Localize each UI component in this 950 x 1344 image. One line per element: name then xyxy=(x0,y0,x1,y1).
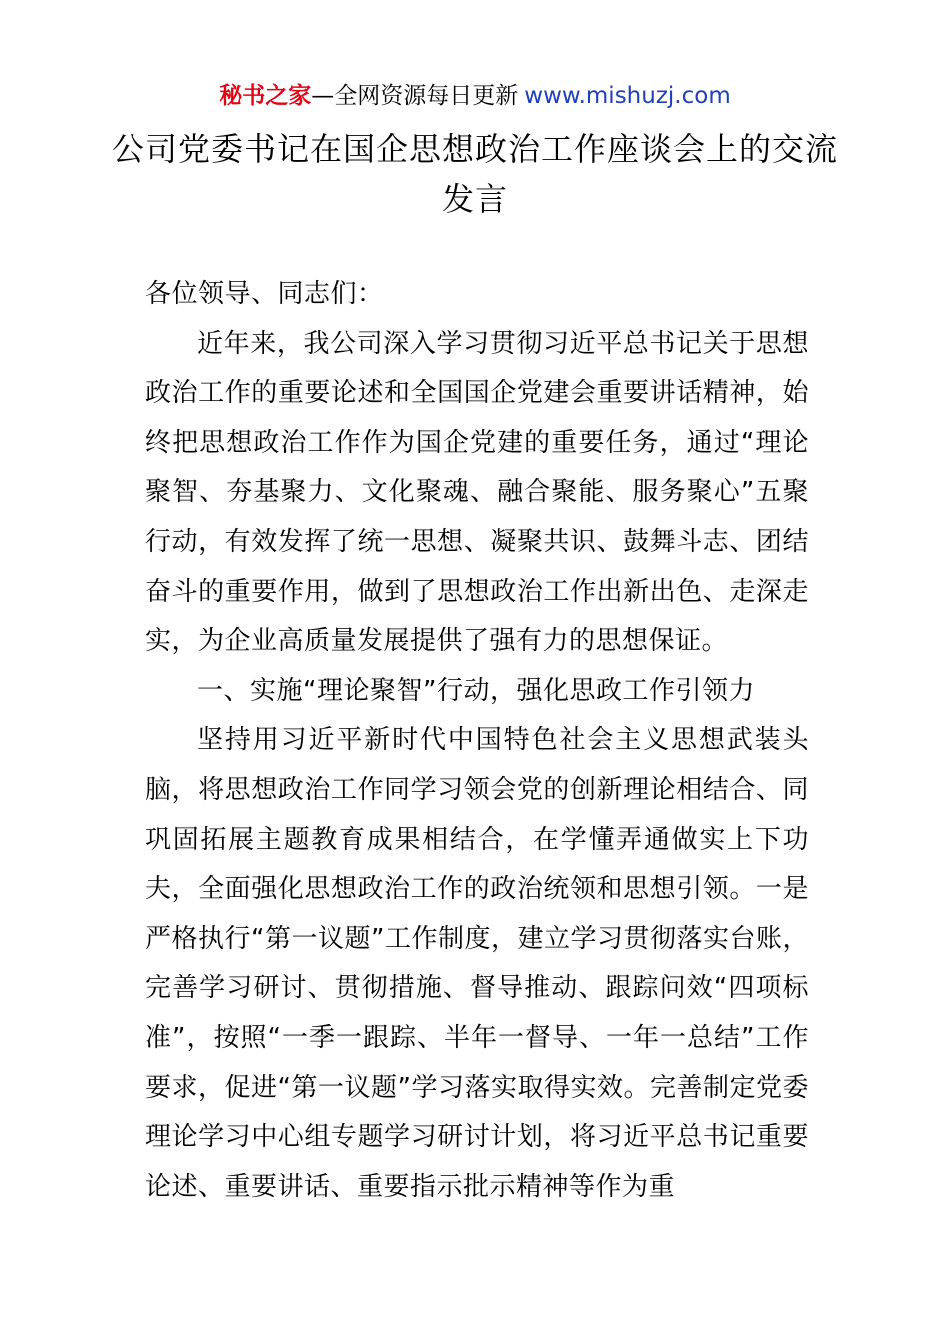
brand-name: 秘书之家 xyxy=(219,83,312,109)
header-tagline: 全网资源每日更新 xyxy=(334,83,519,109)
paragraph-intro: 近年来，我公司深入学习贯彻习近平总书记关于思想政治工作的重要论述和全国国企党建会重要讲话精神，始终把思想政治工作作为国企党建的重要任务，通过“理论聚智、夯基聚力、文化聚魂、融合聚能、服务聚心”五聚行动，有效发挥了统一思想、凝聚共识、鼓舞斗志、团结奋斗的重要作用，做到了思想政治工作出新出色、走深走实，为企业高质量发展提供了强有力的思想保证。 xyxy=(145,328,809,657)
section-heading-1: 一、实施“理论聚智”行动，强化思政工作引领力 xyxy=(197,675,755,706)
site-url-link[interactable]: www.mishuzj.com xyxy=(524,83,731,109)
paragraph-section-1: 坚持用习近平新时代中国特色社会主义思想武装头脑，将思想政治工作同学习领会党的创新理论相结合、同巩固拓展主题教育成果相结合，在学懂弄通做实上下功夫，全面强化思想政治工作的政治统领和思想引领。一是严格执行“第一议题”工作制度，建立学习贯彻落实台账，完善学习研讨、贯彻措施、督导推动、跟踪问效“四项标准”，按照“一季一跟踪、半年一督导、一年一总结”工作要求，促进“第一议题”学习落实取得实效。完善制定党委理论学习中心组专题学习研讨计划，将习近平总书记重要论述、重要讲话、重要指示批示精神等作为重 xyxy=(145,725,809,1202)
site-header xyxy=(0,78,950,114)
header-dash: — xyxy=(311,83,335,109)
document-title: 公司党委书记在国企思想政治工作座谈会上的交流发言 xyxy=(111,130,838,218)
salutation: 各位领导、同志们： xyxy=(145,279,384,309)
document-body xyxy=(145,270,809,1212)
